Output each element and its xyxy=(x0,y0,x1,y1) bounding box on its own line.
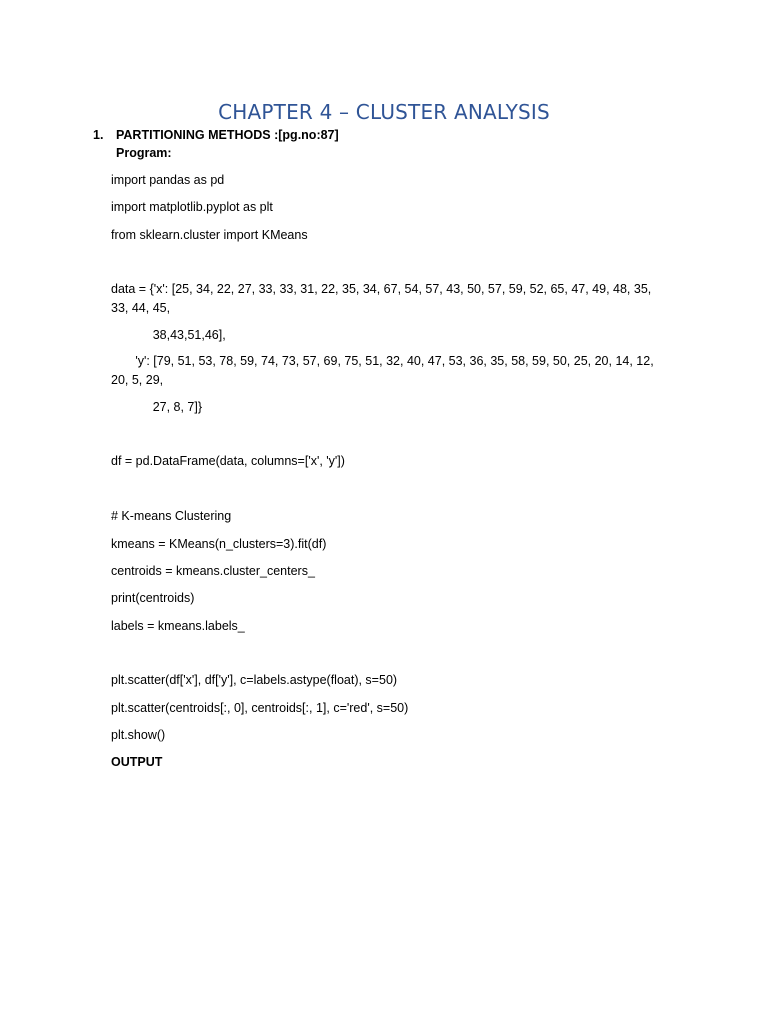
code-line: kmeans = KMeans(n_clusters=3).fit(df) xyxy=(111,537,327,551)
code-line: df = pd.DataFrame(data, columns=['x', 'y']) xyxy=(111,454,345,468)
code-line: plt.scatter(df['x'], df['y'], c=labels.astype(float), s=50) xyxy=(111,673,398,687)
code-line: import pandas as pd xyxy=(111,173,225,187)
code-line: centroids = kmeans.cluster_centers_ xyxy=(111,564,315,578)
section-title: PARTITIONING METHODS :[pg.no:87] xyxy=(116,128,339,142)
code-comment: # K-means Clustering xyxy=(111,509,232,523)
code-line: 38,43,51,46], xyxy=(111,328,226,342)
code-line: plt.show() xyxy=(111,728,166,742)
section-number: 1. xyxy=(93,128,104,142)
code-line: labels = kmeans.labels_ xyxy=(111,619,245,633)
code-line: 27, 8, 7]} xyxy=(111,400,203,414)
code-line: from sklearn.cluster import KMeans xyxy=(111,228,308,242)
code-line: plt.scatter(centroids[:, 0], centroids[:, 1], c='red', s=50) xyxy=(111,701,409,715)
program-label: Program: xyxy=(116,146,172,160)
chapter-title: CHAPTER 4 – CLUSTER ANALYSIS xyxy=(218,100,550,124)
code-line: data = {'x': [25, 34, 22, 27, 33, 33, 31, 22, 35, 34, 67, 54, 57, 43, 50, 57, 59, 52, 65, 47, 49, 48, 35, 33, 44, 45, xyxy=(111,282,655,315)
code-line: print(centroids) xyxy=(111,591,195,605)
code-line: 'y': [79, 51, 53, 78, 59, 74, 73, 57, 69, 75, 51, 32, 40, 47, 53, 36, 35, 58, 59, 50, 25, 20, 14, 12, 20, 5, 29, xyxy=(111,354,658,387)
section-heading xyxy=(93,127,339,143)
output-label: OUTPUT xyxy=(111,755,163,769)
code-line: import matplotlib.pyplot as plt xyxy=(111,200,273,214)
